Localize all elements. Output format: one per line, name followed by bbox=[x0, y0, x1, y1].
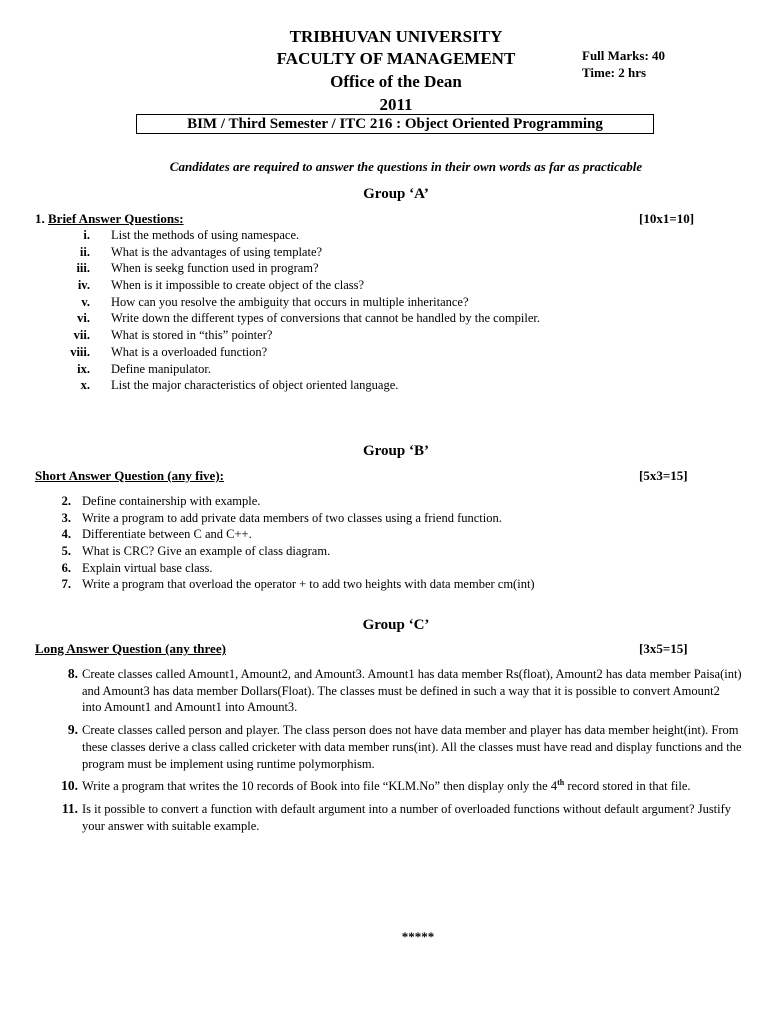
question-item bbox=[0, 377, 768, 394]
question-item bbox=[0, 801, 768, 834]
question-number: iii. bbox=[76, 261, 90, 276]
group-a-heading bbox=[35, 211, 184, 227]
full-marks: Full Marks: 40 bbox=[582, 48, 666, 63]
question-text: Write down the different types of conversions that cannot be handled by the compiler. bbox=[111, 311, 541, 326]
question-number: 11. bbox=[61, 800, 78, 816]
question-item bbox=[0, 543, 768, 560]
group-c-heading-text: Long Answer Question (any three) bbox=[35, 641, 226, 656]
group-b-heading bbox=[35, 468, 224, 484]
group-b-question-list bbox=[0, 493, 768, 593]
group-a-marks: [10x1=10] bbox=[639, 211, 695, 226]
question-item bbox=[0, 310, 768, 327]
question-item bbox=[0, 778, 768, 795]
question-text: What is CRC? Give an example of class diagram. bbox=[82, 544, 331, 559]
question-item bbox=[0, 277, 768, 294]
question-text: Define containership with example. bbox=[82, 494, 261, 508]
question-number: 6. bbox=[61, 560, 71, 575]
group-c-heading bbox=[35, 641, 226, 657]
question-text: Is it possible to convert a function with default argument into a number of overloaded functions without default argument? Justify your answer with suitable example. bbox=[82, 801, 732, 833]
question-text: What is a overloaded function? bbox=[111, 344, 268, 359]
question-number: 7. bbox=[61, 577, 71, 592]
question-text: Create classes called person and player. The class person does not have data member and player has data member height(int). From these classes derive a class called cricketer with data member runs(int). All the classes must have read and display functions and the program must be implement using runtime polymorphism. bbox=[82, 723, 742, 771]
question-number: 9. bbox=[67, 722, 78, 738]
group-c-title: Group ‘C’ bbox=[362, 617, 430, 633]
question-text: What is the advantages of using template? bbox=[111, 244, 323, 259]
question-text: Explain virtual base class. bbox=[82, 560, 213, 575]
question-text-part: Write a program that writes the 10 records of Book into file “KLM.No” then display only the 4 bbox=[82, 779, 558, 794]
question-number: iv. bbox=[77, 278, 90, 293]
faculty-name: FACULTY OF MANAGEMENT bbox=[276, 49, 516, 68]
question-item bbox=[0, 722, 768, 772]
question-item bbox=[0, 510, 768, 527]
question-number: vii. bbox=[73, 328, 90, 343]
question-item bbox=[0, 526, 768, 543]
group-a-heading-text: Brief Answer Questions: bbox=[48, 211, 184, 226]
question-item bbox=[0, 576, 768, 593]
course-title: BIM / Third Semester / ITC 216 : Object Oriented Programming bbox=[136, 114, 654, 134]
question-number: 5. bbox=[61, 544, 71, 559]
question-text bbox=[82, 778, 742, 795]
question-text: List the major characteristics of object oriented language. bbox=[111, 378, 399, 393]
question-item bbox=[0, 666, 768, 716]
question-text: List the methods of using namespace. bbox=[111, 228, 300, 242]
group-c-marks: [3x5=15] bbox=[639, 641, 688, 656]
group-b-heading-text: Short Answer Question (any five): bbox=[35, 468, 224, 483]
question-number: i. bbox=[83, 228, 90, 242]
group-a-question-list bbox=[0, 227, 768, 394]
question-text: Write a program to add private data members of two classes using a friend function. bbox=[82, 510, 502, 525]
office-name: Office of the Dean bbox=[330, 72, 462, 91]
question-number: 2. bbox=[61, 494, 71, 508]
question-item bbox=[0, 327, 768, 344]
question-item bbox=[0, 227, 768, 244]
question-text: Differentiate between C and C++. bbox=[82, 527, 252, 542]
instructions: Candidates are required to answer the questions in their own words as far as practicable bbox=[169, 159, 643, 174]
question-number: v. bbox=[81, 294, 90, 309]
question-number: viii. bbox=[70, 344, 90, 359]
question-text: How can you resolve the ambiguity that occurs in multiple inheritance? bbox=[111, 294, 469, 309]
question-text: Define manipulator. bbox=[111, 361, 211, 376]
ordinal-superscript: th bbox=[557, 778, 565, 788]
question-number: ii. bbox=[79, 244, 90, 259]
exam-time: Time: 2 hrs bbox=[582, 65, 647, 80]
question-text: Write a program that overload the operator + to add two heights with data member cm(int) bbox=[82, 577, 535, 592]
group-a-title: Group ‘A’ bbox=[363, 186, 429, 202]
question-item bbox=[0, 260, 768, 277]
university-name: TRIBHUVAN UNIVERSITY bbox=[289, 27, 503, 46]
question-number: 3. bbox=[61, 510, 71, 525]
exam-year: 2011 bbox=[379, 95, 413, 114]
question-text: What is stored in “this” pointer? bbox=[111, 328, 273, 343]
question-item bbox=[0, 244, 768, 261]
question-text: Create classes called Amount1, Amount2, and Amount3. Amount1 has data member Rs(float), Amount2 has data member Paisa(int) and Amount3 has data member Dollars(Float). The classes must be defined in such a way that it is possible to convert Amount2 into Amount1 and Amount1 into Amount3. bbox=[82, 667, 742, 715]
group-b-marks: [5x3=15] bbox=[639, 468, 688, 483]
question-item bbox=[0, 493, 768, 510]
question-text: When is it impossible to create object of the class? bbox=[111, 278, 365, 293]
question-number: x. bbox=[80, 378, 90, 393]
question-item bbox=[0, 560, 768, 577]
question-number: ix. bbox=[77, 361, 90, 376]
group-b-title: Group ‘B’ bbox=[363, 443, 429, 459]
question-item bbox=[0, 344, 768, 361]
question-text-part: record stored in that file. bbox=[564, 779, 691, 794]
group-c-question-list bbox=[0, 666, 768, 840]
question-number: vi. bbox=[77, 311, 90, 326]
question-number: 8. bbox=[67, 666, 78, 681]
end-marker: ***** bbox=[401, 929, 435, 944]
group-a-number: 1. bbox=[35, 211, 45, 226]
question-item bbox=[0, 294, 768, 311]
question-number: 4. bbox=[61, 527, 71, 542]
question-text: When is seekg function used in program? bbox=[111, 261, 319, 276]
question-number: 10. bbox=[61, 778, 78, 794]
question-item bbox=[0, 361, 768, 378]
